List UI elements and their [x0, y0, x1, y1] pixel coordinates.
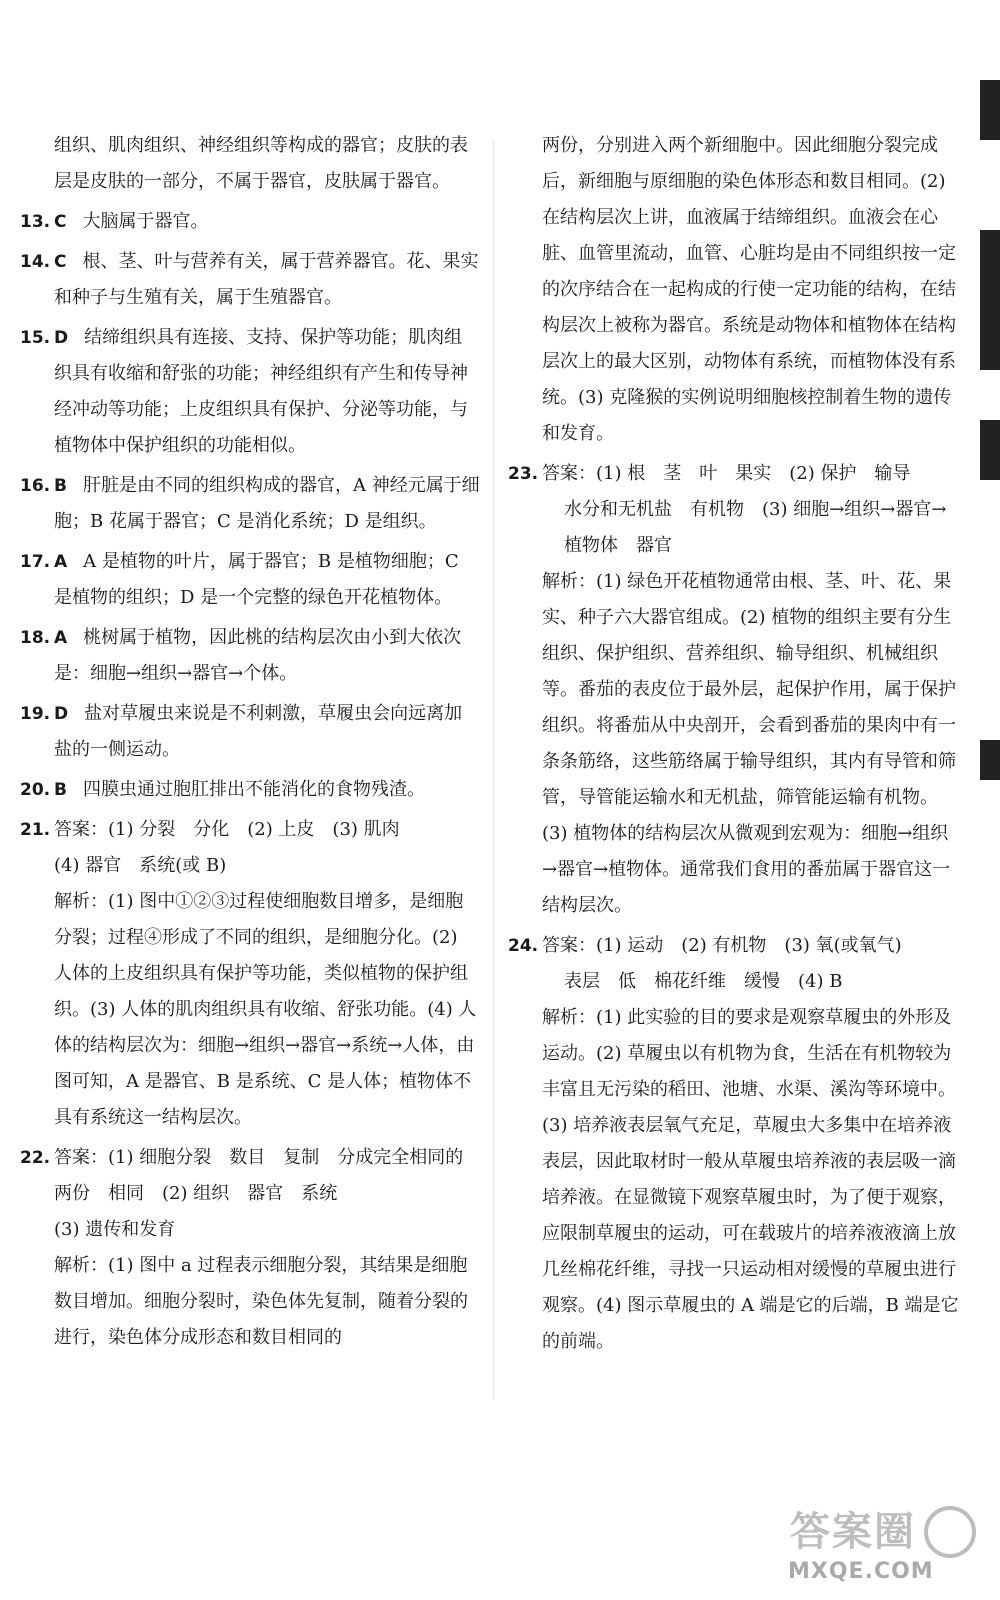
answer-letter: B: [54, 780, 67, 800]
question-20: [20, 772, 480, 808]
answer-letter: B: [54, 476, 67, 496]
left-column: [20, 128, 480, 1360]
question-number: 13.: [20, 212, 51, 232]
question-number: 18.: [20, 628, 51, 648]
column-divider: [493, 140, 494, 1400]
intro-text: 组织、肌肉组织、神经组织等构成的器官；皮肤的表层是皮肤的一部分，不属于器官，皮肤属于器官。: [54, 135, 468, 192]
question-number: 19.: [20, 704, 51, 724]
question-number: 17.: [20, 552, 51, 572]
answer-letter: C: [54, 212, 67, 232]
watermark-logo: [788, 1500, 978, 1590]
analysis-text: 解析：(1) 此实验的目的要求是观察草履虫的外形及运动。(2) 草履虫以有机物为食，生活在有机物较为丰富且无污染的稻田、池塘、水渠、溪沟等环境中。(3) 培养液表层氧气充足，草履虫大多集中在培养液表层，因此取材时一般从草履虫培养液的表层吸一滴培养液。在显微镜下观察草履虫时，为了便于观察，应限制草履虫的运动，可在载玻片的培养液液滴上放几丝棉花纤维，寻找一只运动相对缓慢的草履虫进行观察。(4) 图示草履虫的 A 端是它的后端，B 端是它的前端。: [542, 1007, 959, 1352]
page-edge-mark: [980, 740, 1000, 780]
answer-letter: D: [54, 704, 69, 724]
explanation-text: 肝脏是由不同的组织构成的器官，A 神经元属于细胞；B 花属于器官；C 是消化系统；D 是组织。: [54, 475, 480, 532]
answer-letter: D: [54, 328, 69, 348]
page-edge-mark: [980, 230, 1000, 370]
question-15: [20, 320, 480, 464]
question-13: [20, 204, 480, 240]
answer-text: 答案：(1) 分裂 分化 (2) 上皮 (3) 肌肉: [54, 819, 400, 840]
answer-text-cont: 表层 低 棉花纤维 缓慢 (4) B: [564, 971, 843, 992]
question-number: 15.: [20, 328, 51, 348]
page-edge-mark: [980, 80, 1000, 140]
question-17: [20, 544, 480, 616]
explanation-text: 大脑属于器官。: [82, 211, 209, 232]
answer-text: 答案：(1) 细胞分裂 数目 复制 分成完全相同的两份 相同 (2) 组织 器官 系统: [54, 1147, 464, 1204]
answer-text-cont: (3) 遗传和发育: [54, 1219, 176, 1240]
watermark-ring-icon: [924, 1506, 976, 1558]
answer-text-cont: 水分和无机盐 有机物 (3) 细胞→组织→器官→植物体 器官: [564, 499, 947, 556]
explanation-text: 根、茎、叶与营养有关，属于营养器官。花、果实和种子与生殖有关，属于生殖器官。: [54, 251, 479, 308]
analysis-text: 解析：(1) 绿色开花植物通常由根、茎、叶、花、果实、种子六大器官组成。(2) 植物的组织主要有分生组织、保护组织、营养组织、输导组织、机械组织等。番茄的表皮位于最外层，起保护作用，属于保护组织。将番茄从中央剖开，会看到番茄的果肉中有一条条筋络，这些筋络属于输导组织，其内有导管和筛管，导管能运输水和无机盐，筛管能运输有机物。(3) 植物体的结构层次从微观到宏观为：细胞→组织→器官→植物体。通常我们食用的番茄属于器官这一结构层次。: [542, 571, 956, 916]
watermark-logo-text: 答案圈: [790, 1509, 916, 1555]
question-14: [20, 244, 480, 316]
answer-letter: A: [54, 552, 68, 572]
explanation-text: A 是植物的叶片，属于器官；B 是植物细胞；C 是植物的组织；D 是一个完整的绿色开花植物体。: [54, 551, 459, 608]
explanation-text: 盐对草履虫来说是不利刺激，草履虫会向远离加盐的一侧运动。: [54, 703, 463, 760]
question-16: [20, 468, 480, 540]
question-21: [20, 812, 480, 1136]
analysis-text: 解析：(1) 图中 a 过程表示细胞分裂，其结果是细胞数目增加。细胞分裂时，染色体先复制，随着分裂的进行，染色体分成形态和数目相同的: [54, 1255, 468, 1348]
explanation-text: 四膜虫通过胞肛排出不能消化的食物残渣。: [82, 779, 425, 800]
right-column: [508, 128, 960, 1364]
question-18: [20, 620, 480, 692]
continued-analysis: [20, 128, 480, 200]
question-number: 16.: [20, 476, 51, 496]
answer-letter: C: [54, 252, 67, 272]
question-number: 20.: [20, 780, 51, 800]
question-number: 14.: [20, 252, 51, 272]
question-22-continued: [508, 128, 960, 452]
analysis-text: 两份，分别进入两个新细胞中。因此细胞分裂完成后，新细胞与原细胞的染色体形态和数目相同。(2) 在结构层次上讲，血液属于结缔组织。血液会在心脏、血管里流动，血管、心脏均是由不同组织按一定的次序结合在一起构成的行使一定功能的结构，在结构层次上被称为器官。系统是动物体和植物体在结构层次上的最大区别，动物体有系统，而植物体没有系统。(3) 克隆猴的实例说明细胞核控制着生物的遗传和发育。: [542, 135, 956, 444]
answer-text: 答案：(1) 运动 (2) 有机物 (3) 氧(或氧气): [542, 935, 902, 956]
answer-text: 答案：(1) 根 茎 叶 果实 (2) 保护 输导: [542, 463, 911, 484]
question-number: 21.: [20, 820, 51, 840]
page-edge-mark: [980, 420, 1000, 480]
question-number: 24.: [508, 936, 539, 956]
explanation-text: 桃树属于植物，因此桃的结构层次由小到大依次是：细胞→组织→器官→个体。: [54, 627, 462, 684]
question-number: 22.: [20, 1148, 51, 1168]
answer-text-cont: (4) 器官 系统(或 B): [54, 855, 227, 876]
answer-letter: A: [54, 628, 68, 648]
watermark-site: MXQE.COM: [788, 1559, 934, 1584]
analysis-text: 解析：(1) 图中①②③过程使细胞数目增多，是细胞分裂；过程④形成了不同的组织，是细胞分化。(2) 人体的上皮组织具有保护等功能，类似植物的保护组织。(3) 人体的肌肉组织具有收缩、舒张功能。(4) 人体的结构层次为：细胞→组织→器官→系统→人体，由图可知，A 是器官、B 是系统、C 是人体；植物体不具有系统这一结构层次。: [54, 891, 477, 1128]
explanation-text: 结缔组织具有连接、支持、保护等功能；肌肉组织具有收缩和舒张的功能；神经组织有产生和传导神经冲动等功能；上皮组织具有保护、分泌等功能，与植物体中保护组织的功能相似。: [54, 327, 468, 456]
question-24: [508, 928, 960, 1360]
question-22: [20, 1140, 480, 1356]
question-23: [508, 456, 960, 924]
question-19: [20, 696, 480, 768]
question-number: 23.: [508, 464, 539, 484]
